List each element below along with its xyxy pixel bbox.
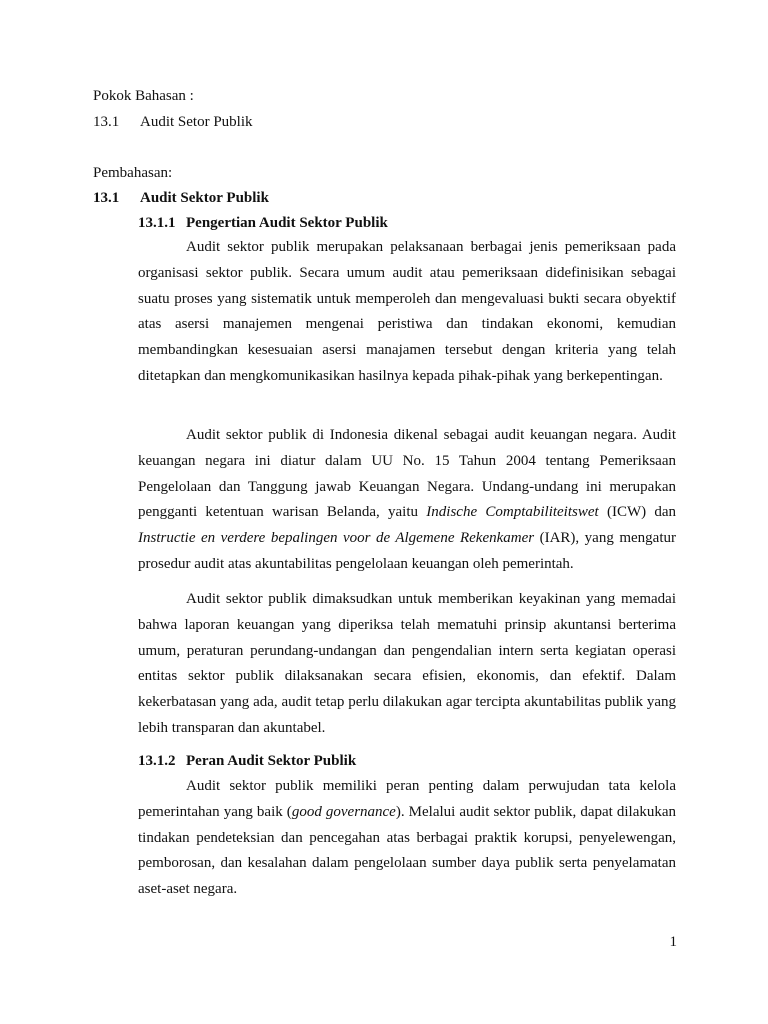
paragraph-definition xyxy=(138,235,676,390)
italic-term-iar: Instructie en verdere bepalingen voor de Algemene Rekenkamer xyxy=(138,530,535,547)
subsection-title-1: Pengertian Audit Sektor Publik xyxy=(186,215,388,231)
paragraph-text: Audit sektor publik merupakan pelaksanaan berbagai jenis pemeriksaan pada organisasi sektor publik. Secara umum audit atau pemeriksaan didefinisikan sebagai suatu proses yang sistematik untuk memperoleh dan mengevaluasi bukti secara obyektif atas asersi manajemen mengenai peristiwa dan tindakan ekonomi, kemudian membandingkan kesesuaian asersi manajamen tersebut dengan kriteria yang telah ditetapkan dan mengkomunikasikan hasilnya kepada pihak-pihak yang berkepentingan. xyxy=(138,239,676,384)
discussion-label: Pembahasan: xyxy=(93,165,173,181)
topic-label: Pokok Bahasan : xyxy=(93,88,194,104)
topic-title: Audit Setor Publik xyxy=(140,114,253,130)
section-number: 13.1 xyxy=(93,190,120,206)
subsection-heading-2 xyxy=(138,752,356,770)
paragraph-text xyxy=(138,423,676,578)
text-run: Audit sektor publik di Indonesia dikenal sebagai audit keuangan negara. Audit keuangan negara ini diatur dalam UU No. 15 Tahun 2004 tentang Pemeriksaan Pengelolaan dan Tanggung jawab Keuangan Negara. Undang-undang ini merupakan pengganti ketentuan warisan Belanda, yaitu xyxy=(138,427,676,521)
page-number: 1 xyxy=(669,934,677,950)
text-run: Audit sektor publik memiliki peran penting dalam perwujudan tata kelola pemerintahan yang baik ( xyxy=(138,778,676,820)
paragraph-indonesia xyxy=(138,423,676,578)
italic-term-good-governance: good governance xyxy=(291,803,396,820)
text-run: (ICW) dan xyxy=(606,504,677,521)
subsection-heading-1 xyxy=(138,214,388,232)
paragraph-purpose xyxy=(138,587,676,742)
subsection-title-2: Peran Audit Sektor Publik xyxy=(186,753,357,769)
section-title: Audit Sektor Publik xyxy=(140,190,269,206)
subsection-number-2: 13.1.2 xyxy=(138,753,176,769)
subsection-number-1: 13.1.1 xyxy=(138,215,176,231)
paragraph-role xyxy=(138,774,676,903)
text-run: ). Melalui audit sektor publik, dapat dilakukan tindakan pendeteksian dan pencegahan atas berbagai praktik korupsi, penyelewengan, pemborosan, dan kesalahan dalam pengelolaan sumber daya publik serta penyelamatan aset-aset negara. xyxy=(138,803,677,898)
paragraph-text xyxy=(138,774,676,903)
italic-term-icw: Indische Comptabiliteitswet xyxy=(426,504,599,521)
paragraph-text: Audit sektor publik dimaksudkan untuk memberikan keyakinan yang memadai bahwa laporan keuangan yang diperiksa telah mematuhi prinsip akuntansi berterima umum, peraturan perundang-undangan dan pengendalian intern serta kegiatan operasi entitas sektor publik dilaksanakan secara efisien, ekonomis, dan efektif. Dalam kekerbatasan yang ada, audit tetap perlu dilakukan agar tercipta akuntabilitas publik yang lebih transparan dan akuntabel. xyxy=(138,591,676,736)
topic-number: 13.1 xyxy=(93,114,120,130)
text-run: (IAR), yang mengatur prosedur audit atas akuntabilitas pengelolaan keuangan oleh pemerintah. xyxy=(138,530,676,572)
